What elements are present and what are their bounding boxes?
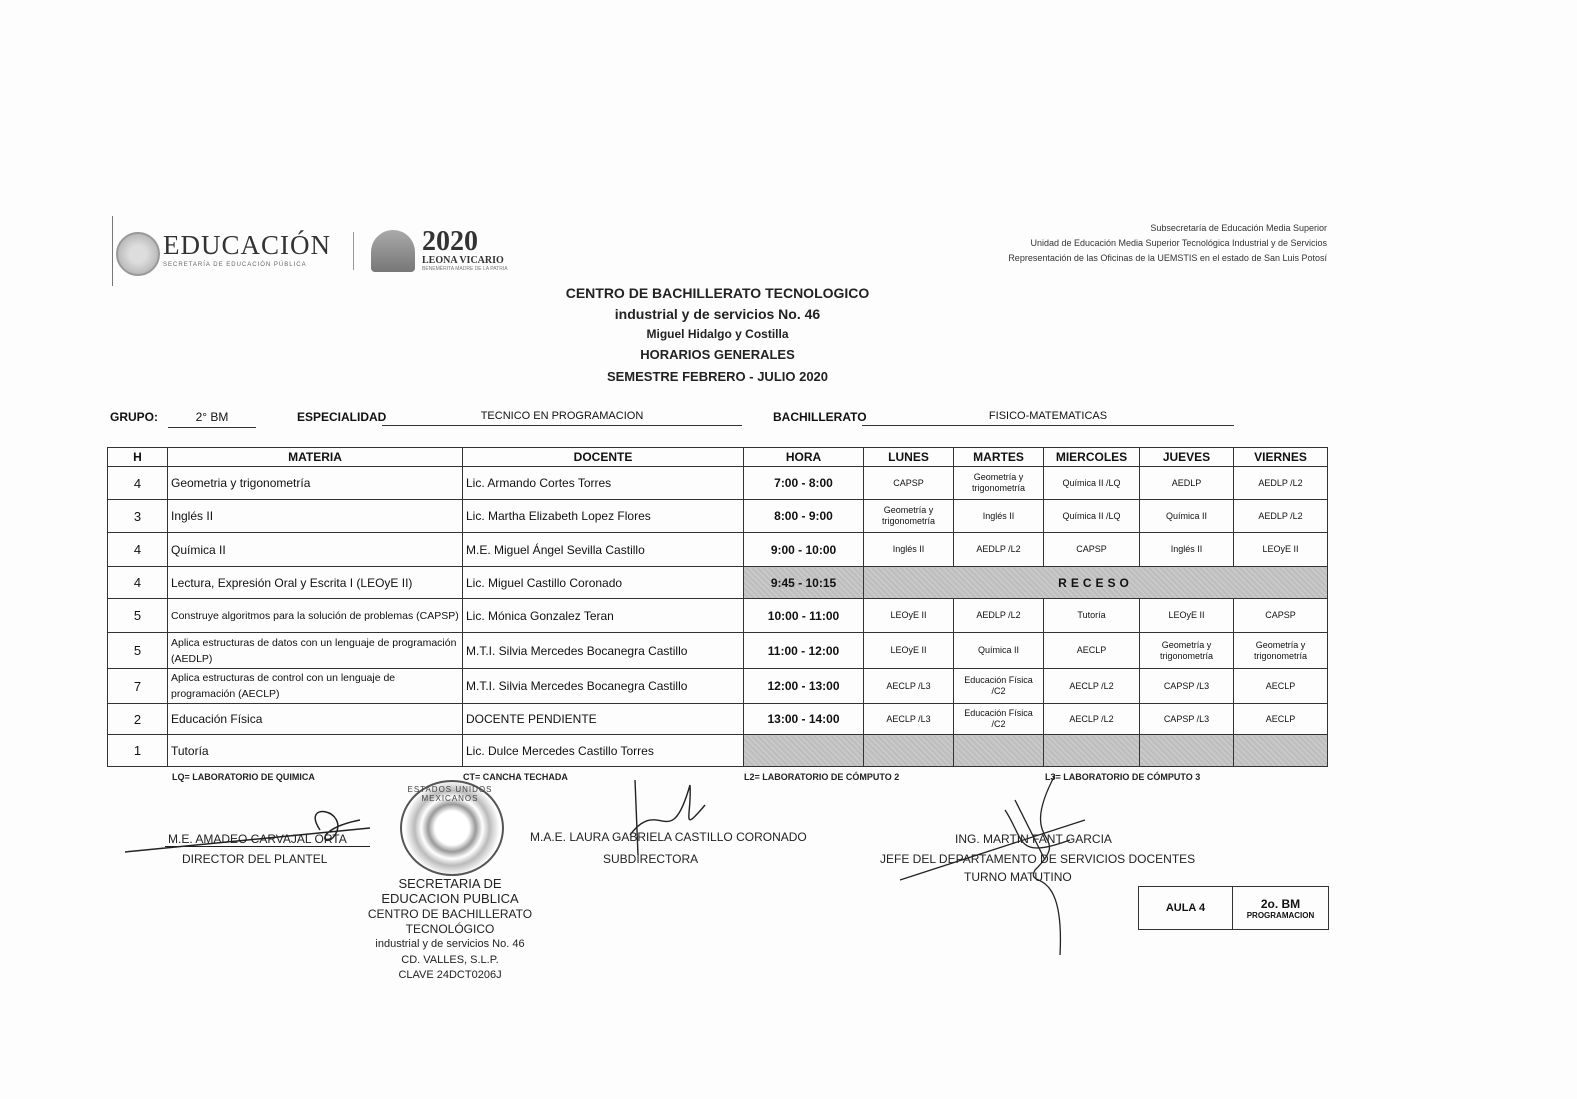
hours-cell: 5: [108, 633, 168, 669]
day-cell: Inglés II: [1140, 533, 1234, 567]
day-cell: AECLP /L2: [1044, 669, 1140, 704]
docente-cell: Lic. Miguel Castillo Coronado: [463, 567, 744, 599]
day-cell: AEDLP /L2: [954, 533, 1044, 567]
materia-cell: Inglés II: [168, 500, 463, 533]
jefe-turno: TURNO MATUTINO: [964, 870, 1072, 884]
col-header-viernes: VIERNES: [1234, 448, 1328, 467]
day-cell: Química II /LQ: [1044, 467, 1140, 500]
col-header-materia: MATERIA: [168, 448, 463, 467]
hora-cell: 12:00 - 13:00: [744, 669, 864, 704]
hours-cell: 5: [108, 599, 168, 633]
aula-program: PROGRAMACION: [1246, 910, 1315, 920]
especialidad-label: ESPECIALIDAD: [297, 410, 387, 424]
docente-cell: Lic. Armando Cortes Torres: [463, 467, 744, 500]
jefe-title: JEFE DEL DEPARTAMENTO DE SERVICIOS DOCENTES: [880, 852, 1196, 866]
schedule-title: HORARIOS GENERALES: [640, 347, 795, 362]
day-cell: Tutoría: [1044, 599, 1140, 633]
educacion-logo: EDUCACIÓN: [163, 230, 331, 260]
docente-cell: Lic. Martha Elizabeth Lopez Flores: [463, 500, 744, 533]
materia-cell: Aplica estructuras de datos con un lenguaje de programación (AEDLP): [168, 633, 463, 669]
director-signature-icon: [120, 790, 380, 860]
day-cell: CAPSP: [864, 467, 954, 500]
day-cell: CAPSP /L3: [1140, 704, 1234, 735]
materia-cell: Construye algoritmos para la solución de problemas (CAPSP): [168, 599, 463, 633]
day-cell: Educación Física /C2: [954, 704, 1044, 735]
day-cell: CAPSP: [1044, 533, 1140, 567]
leona-vicario-portrait-icon: [371, 230, 415, 272]
day-cell: Geometría y trigonometría: [1140, 633, 1234, 669]
docente-cell: Lic. Dulce Mercedes Castillo Torres: [463, 735, 744, 767]
table-row: [108, 500, 1328, 533]
stamp-line-2: EDUCACION PUBLICA: [381, 891, 519, 906]
table-row: [108, 567, 1328, 599]
day-cell: AECLP: [1234, 669, 1328, 704]
school-name: Miguel Hidalgo y Costilla: [646, 327, 789, 341]
day-cell: LEOyE II: [864, 599, 954, 633]
stamp-line-3: CENTRO DE BACHILLERATO: [367, 907, 533, 921]
legend-ct: CT= CANCHA TECHADA: [463, 772, 568, 782]
col-header-hora: HORA: [744, 448, 864, 467]
hora-cell: 9:00 - 10:00: [744, 533, 864, 567]
day-cell: AECLP /L2: [1044, 704, 1140, 735]
day-cell: Inglés II: [954, 500, 1044, 533]
day-cell: AECLP /L3: [864, 669, 954, 704]
table-row: [108, 704, 1328, 735]
stamp-ring-text: ESTADOS UNIDOS MEXICANOS: [407, 785, 493, 803]
day-cell: LEOyE II: [1140, 599, 1234, 633]
leona-vicario-label: LEONA VICARIO: [422, 255, 504, 266]
materia-cell: Aplica estructuras de control con un lenguaje de programación (AECLP): [168, 669, 463, 704]
hora-cell: 7:00 - 8:00: [744, 467, 864, 500]
hours-cell: 4: [108, 533, 168, 567]
day-cell: AECLP /L3: [864, 704, 954, 735]
especialidad-value: TECNICO EN PROGRAMACION: [382, 410, 742, 426]
hora-cell: 11:00 - 12:00: [744, 633, 864, 669]
table-row: [108, 467, 1328, 500]
col-header-h: H: [108, 448, 168, 467]
day-cell: Geometría y trigonometría: [954, 467, 1044, 500]
table-row: [108, 735, 1328, 767]
director-title: DIRECTOR DEL PLANTEL: [182, 852, 328, 866]
col-header-jueves: JUEVES: [1140, 448, 1234, 467]
col-header-docente: DOCENTE: [463, 448, 744, 467]
day-cell-empty: [1140, 735, 1234, 767]
day-cell: Química II: [954, 633, 1044, 669]
receso-cell: RECESO: [864, 567, 1328, 599]
table-row: [108, 633, 1328, 669]
hours-cell: 7: [108, 669, 168, 704]
stamp-line-7: CLAVE 24DCT0206J: [398, 969, 502, 981]
org-line-1: Subsecretaría de Educación Media Superior: [1150, 223, 1327, 233]
org-line-2: Unidad de Educación Media Superior Tecnológica Industrial y de Servicios: [1030, 238, 1327, 248]
director-name: M.E. AMADEO CARVAJAL ORTA: [168, 832, 347, 846]
day-cell-empty: [864, 735, 954, 767]
hours-cell: 3: [108, 500, 168, 533]
col-header-martes: MARTES: [954, 448, 1044, 467]
day-cell: AECLP: [1044, 633, 1140, 669]
hours-cell: 4: [108, 567, 168, 599]
hora-cell: 9:45 - 10:15: [744, 567, 864, 599]
day-cell: AECLP: [1234, 704, 1328, 735]
legend-l2: L2= LABORATORIO DE CÓMPUTO 2: [744, 772, 900, 782]
jefe-name: ING. MARTIN FANT GARCIA: [955, 832, 1112, 846]
day-cell: AEDLP /L2: [1234, 500, 1328, 533]
legend-lq: LQ= LABORATORIO DE QUIMICA: [172, 772, 315, 782]
educacion-logo-sub: SECRETARÍA DE EDUCACIÓN PÚBLICA: [163, 262, 307, 268]
hora-cell: 8:00 - 9:00: [744, 500, 864, 533]
stamp-line-5: industrial y de servicios No. 46: [375, 938, 525, 950]
day-cell: CAPSP: [1234, 599, 1328, 633]
materia-cell: Geometria y trigonometría: [168, 467, 463, 500]
day-cell: Geometría y trigonometría: [864, 500, 954, 533]
stamp-line-6: CD. VALLES, S.L.P.: [401, 954, 499, 966]
aula-box: [1138, 886, 1329, 930]
day-cell: CAPSP /L3: [1140, 669, 1234, 704]
aula-group-cell: [1233, 887, 1328, 929]
day-cell-empty: [1044, 735, 1140, 767]
materia-cell: Educación Física: [168, 704, 463, 735]
stamp-line-4: TECNOLÓGICO: [405, 922, 495, 936]
sep-seal-icon: [116, 232, 160, 276]
day-cell: AEDLP /L2: [954, 599, 1044, 633]
bachillerato-label: BACHILLERATO: [773, 410, 867, 424]
year-logo: 2020: [422, 226, 478, 257]
grupo-value: 2° BM: [168, 410, 256, 428]
leona-vicario-sub: BENEMÉRITA MADRE DE LA PATRIA: [422, 266, 508, 272]
hora-cell: 10:00 - 11:00: [744, 599, 864, 633]
docente-cell: M.T.I. Silvia Mercedes Bocanegra Castillo: [463, 669, 744, 704]
schedule-table: [107, 447, 1328, 767]
grupo-label: GRUPO:: [110, 410, 158, 424]
hora-cell: [744, 735, 864, 767]
director-signature-line: [165, 846, 370, 847]
school-title: CENTRO DE BACHILLERATO TECNOLOGICO: [565, 285, 870, 301]
legend-l3: L3= LABORATORIO DE CÓMPUTO 3: [1045, 772, 1201, 782]
header-rule: [112, 216, 113, 286]
day-cell: Geometría y trigonometría: [1234, 633, 1328, 669]
table-header-row: [108, 448, 1328, 467]
org-line-3: Representación de las Oficinas de la UEMSTIS en el estado de San Luis Potosí: [1008, 253, 1327, 263]
day-cell: LEOyE II: [1234, 533, 1328, 567]
aula-label: AULA 4: [1139, 887, 1233, 929]
table-row: [108, 599, 1328, 633]
day-cell: AEDLP /L2: [1234, 467, 1328, 500]
logo-separator: [353, 232, 354, 270]
subdirectora-name: M.A.E. LAURA GABRIELA CASTILLO CORONADO: [530, 830, 807, 844]
hours-cell: 4: [108, 467, 168, 500]
materia-cell: Tutoría: [168, 735, 463, 767]
materia-cell: Química II: [168, 533, 463, 567]
materia-cell: Lectura, Expresión Oral y Escrita I (LEOyE II): [168, 567, 463, 599]
school-subtitle: industrial y de servicios No. 46: [614, 306, 821, 322]
table-row: [108, 669, 1328, 704]
hours-cell: 2: [108, 704, 168, 735]
subdirectora-title: SUBDIRECTORA: [603, 852, 699, 866]
day-cell-empty: [954, 735, 1044, 767]
docente-cell: M.T.I. Silvia Mercedes Bocanegra Castillo: [463, 633, 744, 669]
day-cell: LEOyE II: [864, 633, 954, 669]
docente-cell: Lic. Mónica Gonzalez Teran: [463, 599, 744, 633]
hours-cell: 1: [108, 735, 168, 767]
day-cell-empty: [1234, 735, 1328, 767]
docente-cell: DOCENTE PENDIENTE: [463, 704, 744, 735]
table-row: [108, 533, 1328, 567]
day-cell: Inglés II: [864, 533, 954, 567]
stamp-line-1: SECRETARIA DE: [398, 876, 502, 891]
semester-title: SEMESTRE FEBRERO - JULIO 2020: [606, 369, 829, 384]
col-header-lunes: LUNES: [864, 448, 954, 467]
docente-cell: M.E. Miguel Ángel Sevilla Castillo: [463, 533, 744, 567]
aula-group: 2o. BM: [1260, 896, 1301, 911]
hora-cell: 13:00 - 14:00: [744, 704, 864, 735]
day-cell: Química II: [1140, 500, 1234, 533]
day-cell: Química II /LQ: [1044, 500, 1140, 533]
day-cell: AEDLP: [1140, 467, 1234, 500]
col-header-miercoles: MIERCOLES: [1044, 448, 1140, 467]
day-cell: Educación Física /C2: [954, 669, 1044, 704]
bachillerato-value: FISICO-MATEMATICAS: [862, 410, 1234, 426]
